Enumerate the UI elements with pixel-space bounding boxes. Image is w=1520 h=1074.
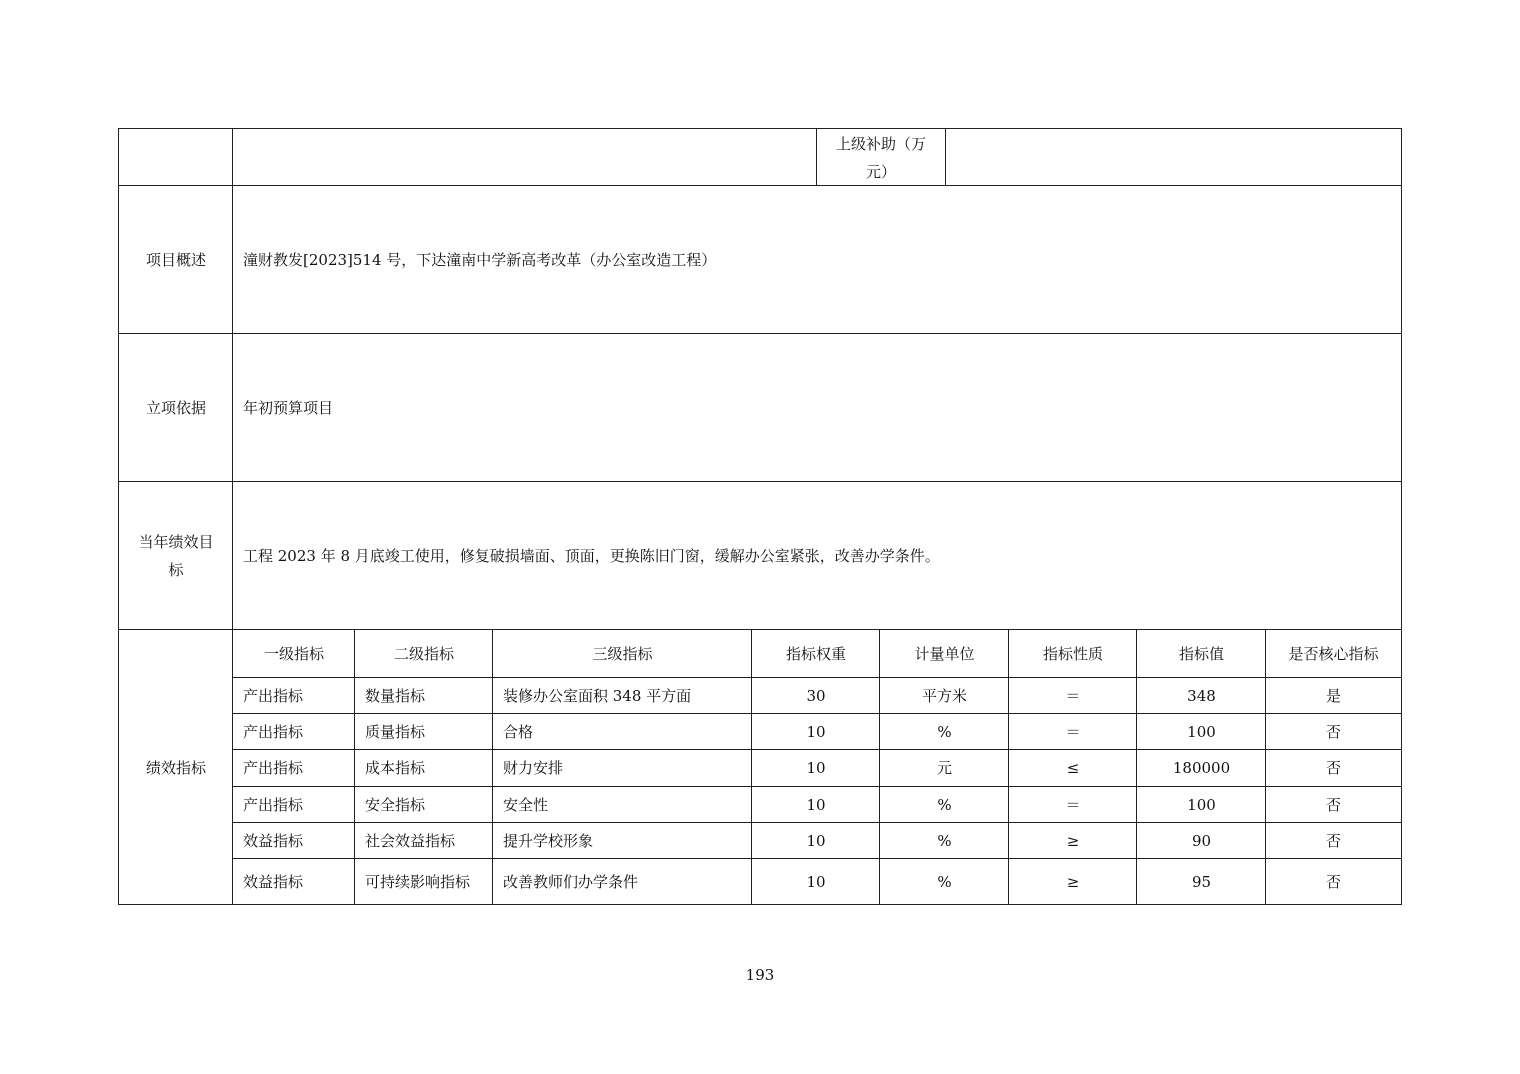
- cell-text-level3: 安全性: [503, 796, 549, 814]
- cell-nature: [1009, 750, 1137, 786]
- cell-text-weight: 10: [806, 723, 826, 741]
- header-level2: 二级指标: [393, 645, 454, 663]
- line-v-ind-4: [879, 630, 880, 905]
- cell-nature: [1009, 678, 1137, 714]
- cell-text-unit: %: [937, 723, 952, 741]
- cell-text-nature: ＝: [1065, 723, 1081, 741]
- cell-text-nature: ≥: [1066, 832, 1080, 850]
- line-h-ind-2: [233, 713, 1401, 714]
- basis-label: 立项依据: [145, 399, 206, 417]
- line-v-main: [232, 129, 233, 904]
- cell-level2: [355, 678, 493, 714]
- cell-text-core: 否: [1325, 832, 1341, 850]
- header-cell-core: [1266, 630, 1401, 678]
- line-h-ind-5: [233, 822, 1401, 823]
- cell-text-nature: ≤: [1066, 759, 1080, 777]
- subsidy-label: 上级补助（万元）: [835, 134, 926, 181]
- cell-text-unit: %: [937, 832, 952, 850]
- cell-unit: [880, 823, 1009, 859]
- cell-value: [1137, 787, 1266, 823]
- cell-text-level3: 提升学校形象: [503, 832, 594, 850]
- cell-text-core: 是: [1325, 687, 1341, 705]
- goal-label-cell: [119, 482, 233, 630]
- cell-level2: [355, 859, 493, 904]
- cell-text-level3: 改善教师们办学条件: [503, 872, 639, 891]
- cell-nature: [1009, 787, 1137, 823]
- cell-text-value: 90: [1191, 832, 1212, 850]
- overview-label-cell: [119, 186, 233, 334]
- cell-text-value: 95: [1191, 872, 1212, 891]
- cell-text-unit: 元: [936, 759, 952, 777]
- cell-text-nature: ≥: [1066, 872, 1080, 891]
- cell-level1: [233, 750, 355, 786]
- header-unit: 计量单位: [914, 645, 975, 663]
- goal-content-cell: [233, 482, 1401, 630]
- header-cell-level1: [233, 630, 355, 678]
- line-v-ind-7: [1265, 630, 1266, 905]
- cell-text-level2: 成本指标: [365, 759, 426, 777]
- cell-text-core: 否: [1325, 872, 1341, 891]
- line-h-ind-6: [233, 858, 1401, 859]
- cell-level3: [493, 859, 752, 904]
- goal-text: 工程 2023 年 8 月底竣工使用，修复破损墙面、顶面，更换陈旧门窗，缓解办公室紧张，改善办学条件。: [243, 547, 940, 565]
- cell-nature: [1009, 714, 1137, 750]
- cell-value: [1137, 859, 1266, 904]
- indicators-label: 绩效指标: [145, 758, 206, 777]
- cell-value: [1137, 823, 1266, 859]
- cell-text-unit: %: [937, 796, 952, 814]
- cell-level3: [493, 823, 752, 859]
- cell-value: [1137, 714, 1266, 750]
- cell-text-level1: 产出指标: [243, 687, 304, 705]
- cell-text-level3: 合格: [503, 723, 534, 741]
- header-cell-level2: [355, 630, 493, 678]
- header-nature: 指标性质: [1042, 645, 1103, 663]
- cell-level1: [233, 859, 355, 904]
- line-h-1: [119, 185, 1401, 186]
- cell-text-value: 180000: [1172, 759, 1231, 777]
- line-v-top-1: [816, 129, 817, 186]
- cell-level3: [493, 714, 752, 750]
- basis-label-cell: [119, 334, 233, 482]
- cell-level1: [233, 714, 355, 750]
- line-h-ind-3: [233, 749, 1401, 750]
- cell-value: [1137, 750, 1266, 786]
- cell-level3: [493, 787, 752, 823]
- cell-text-nature: ＝: [1065, 687, 1081, 705]
- cell-text-value: 100: [1187, 796, 1216, 814]
- line-h-3: [119, 481, 1401, 482]
- cell-level1: [233, 678, 355, 714]
- header-core: 是否核心指标: [1288, 645, 1379, 663]
- cell-text-level2: 社会效益指标: [365, 832, 456, 850]
- cell-unit: [880, 714, 1009, 750]
- line-h-ind-4: [233, 786, 1401, 787]
- cell-text-level3: 装修办公室面积 348 平方面: [503, 687, 692, 705]
- header-cell-nature: [1009, 630, 1137, 678]
- overview-content-cell: [233, 186, 1401, 334]
- header-weight: 指标权重: [785, 645, 846, 663]
- cell-text-core: 否: [1325, 796, 1341, 814]
- cell-core: [1266, 678, 1401, 714]
- line-v-top-2: [945, 129, 946, 186]
- cell-unit: [880, 678, 1009, 714]
- cell-text-value: 348: [1187, 687, 1216, 705]
- basis-content-cell: [233, 334, 1401, 482]
- line-h-4: [119, 629, 1401, 630]
- cell-text-core: 否: [1325, 759, 1341, 777]
- page-number: 193: [745, 966, 775, 984]
- indicators-label-cell: [119, 630, 233, 905]
- cell-weight: [752, 787, 880, 823]
- cell-core: [1266, 750, 1401, 786]
- header-level1: 一级指标: [263, 645, 324, 663]
- cell-core: [1266, 859, 1401, 904]
- cell-level2: [355, 787, 493, 823]
- line-v-ind-2: [492, 630, 493, 905]
- cell-text-nature: ＝: [1065, 796, 1081, 814]
- cell-nature: [1009, 823, 1137, 859]
- cell-core: [1266, 787, 1401, 823]
- cell-text-level1: 产出指标: [243, 723, 304, 741]
- cell-weight: [752, 714, 880, 750]
- header-level3: 三级指标: [592, 645, 653, 663]
- cell-text-level3: 财力安排: [503, 759, 564, 777]
- line-h-ind-1: [233, 677, 1401, 678]
- cell-text-weight: 10: [806, 872, 826, 891]
- header-cell-level3: [493, 630, 752, 678]
- cell-weight: [752, 823, 880, 859]
- overview-label: 项目概述: [145, 251, 206, 269]
- header-value: 指标值: [1178, 645, 1224, 663]
- cell-text-unit: 平方米: [921, 687, 967, 705]
- line-v-ind-1: [354, 630, 355, 905]
- cell-level3: [493, 750, 752, 786]
- line-h-2: [119, 333, 1401, 334]
- cell-weight: [752, 859, 880, 904]
- cell-text-value: 100: [1187, 723, 1216, 741]
- cell-text-level1: 产出指标: [243, 759, 304, 777]
- cell-text-level2: 可持续影响指标: [365, 872, 471, 891]
- cell-weight: [752, 678, 880, 714]
- performance-table: [118, 128, 1402, 905]
- cell-text-weight: 10: [806, 796, 826, 814]
- cell-text-level2: 质量指标: [365, 723, 426, 741]
- line-v-ind-6: [1136, 630, 1137, 905]
- cell-value: [1137, 678, 1266, 714]
- cell-level2: [355, 750, 493, 786]
- cell-unit: [880, 859, 1009, 904]
- cell-unit: [880, 787, 1009, 823]
- cell-core: [1266, 714, 1401, 750]
- line-v-ind-3: [751, 630, 752, 905]
- cell-level1: [233, 823, 355, 859]
- cell-text-unit: %: [937, 872, 952, 891]
- cell-level3: [493, 678, 752, 714]
- goal-label: 当年绩效目标: [138, 533, 214, 579]
- cell-weight: [752, 750, 880, 786]
- cell-text-level2: 数量指标: [365, 687, 426, 705]
- cell-level2: [355, 823, 493, 859]
- cell-text-level1: 效益指标: [243, 832, 304, 850]
- line-v-ind-5: [1008, 630, 1009, 905]
- overview-text: 潼财教发[2023]514 号，下达潼南中学新高考改革（办公室改造工程）: [243, 251, 717, 269]
- basis-text: 年初预算项目: [243, 399, 334, 417]
- subsidy-label-cell: [817, 129, 945, 186]
- header-cell-value: [1137, 630, 1266, 678]
- cell-text-weight: 30: [806, 687, 826, 705]
- cell-text-level1: 效益指标: [243, 872, 304, 891]
- cell-level1: [233, 787, 355, 823]
- cell-unit: [880, 750, 1009, 786]
- cell-text-level2: 安全指标: [365, 796, 426, 814]
- cell-text-level1: 产出指标: [243, 796, 304, 814]
- cell-nature: [1009, 859, 1137, 904]
- header-cell-weight: [752, 630, 880, 678]
- cell-text-weight: 10: [806, 759, 826, 777]
- cell-core: [1266, 823, 1401, 859]
- header-cell-unit: [880, 630, 1009, 678]
- cell-text-weight: 10: [806, 832, 826, 850]
- cell-text-core: 否: [1325, 723, 1341, 741]
- cell-level2: [355, 714, 493, 750]
